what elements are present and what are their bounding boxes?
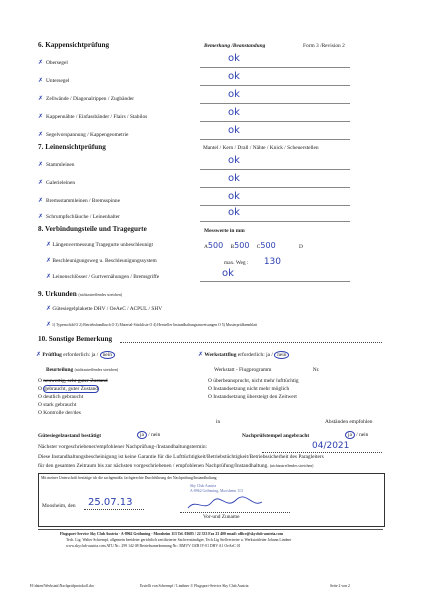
handwritten-ok: ok (228, 71, 240, 82)
signature-place: Moosheim, den (42, 503, 76, 509)
handwritten-ok: ok (228, 155, 240, 166)
riser-c-value: 500 (260, 241, 276, 250)
workshop-program-nr: Nr. (312, 367, 320, 373)
radio-circle-icon: O (38, 410, 44, 416)
seal-confirmed-label: Gütesiegelzustand bestätigt (38, 433, 102, 439)
check-item-label: Stammleinen (46, 162, 75, 168)
riser-d-label: D (299, 244, 303, 250)
condition-option-label: Instandsetzung nicht mehr möglich (213, 386, 290, 392)
form-ref: Form 3 /Revision 2 (303, 43, 345, 49)
date-line (84, 509, 144, 510)
check-mark-icon: ✗ (38, 77, 44, 84)
assessment-option (38, 378, 108, 384)
check-mark-icon: ✗ (38, 197, 44, 204)
handwritten-ok: ok (228, 125, 240, 136)
stamp-ja-circled: ja (345, 431, 355, 439)
company-stamp (190, 484, 243, 494)
check-mark-icon: ✗ (38, 59, 44, 66)
disclaimer-line1: Diese Instandhaltungsbescheinigung ist keine Garantie für die Lufttüchtigkeit/Betriebstüchtigkeit/Betriebssicherheit des Paragleiters (38, 454, 324, 460)
check-mark-icon: ✗ (46, 305, 52, 312)
seal-label: Gütesiegelplakette DHV / OeAeC / ACPUL / SHV (52, 306, 163, 312)
radio-circle-icon: O (38, 394, 44, 400)
check-row (38, 131, 128, 138)
disclaimer-note: (nichtzutreffendes streichen) (269, 464, 314, 468)
handwritten-ok: ok (228, 107, 240, 118)
interval-recommended: Abständen empfohlen (325, 419, 373, 425)
remark-line (120, 342, 382, 343)
check-mark-icon: ✗ (38, 213, 44, 220)
sec9-title: 9. Urkunden (38, 290, 77, 298)
workshopflight-required: erforderlich: ja / (237, 352, 273, 358)
check-row (38, 213, 120, 220)
answer-line (200, 205, 350, 206)
riser-b-label: B (230, 244, 235, 250)
next-date-label: Nächster vorgeschriebener/empfohlener Nachprüfung-/Instandhaltungstermin: (38, 444, 208, 450)
check-item-label: Schrumpfschläuche / Leinenhalter (46, 214, 120, 220)
check-mark-icon: ✗ (38, 95, 44, 102)
inspection-stamp-label: Nachprüfstempel angebracht (242, 433, 310, 439)
check-item-label: Segelvorspannung / Kappengeometrie (46, 132, 129, 138)
assessment-option (38, 402, 76, 408)
next-date-line (262, 452, 382, 453)
sec6-title: 6. Kappensichtprüfung (38, 41, 110, 49)
radio-circle-icon: O (208, 386, 214, 392)
radio-circle-icon: O (208, 378, 214, 384)
seal-ja-circled: ja (137, 431, 147, 439)
max-travel-label: max. Weg : (224, 260, 249, 266)
assessment-option (38, 386, 99, 392)
check-row (38, 77, 69, 84)
sec7-title: 7. Leinensichtprüfung (38, 143, 106, 151)
check-mark-icon: ✗ (38, 179, 44, 186)
condition-option (208, 394, 297, 400)
signature-scribble (186, 494, 264, 514)
radio-circle-icon: O (38, 386, 44, 392)
radio-circle-icon: O (208, 394, 214, 400)
sec9-note: (nichtzutreffendes streichen) (78, 293, 123, 297)
footer-line3: www.skyclub-austria.com ATU Nr.: 299 142 08 Betriebsanerkennung Nr.: BMVV OZB IV-01 DHV A1 OeAeC 01 (66, 544, 241, 548)
check-mark-icon: ✗ (46, 257, 52, 264)
answer-line (200, 187, 350, 188)
answer-line (200, 121, 350, 122)
condition-option-label: Instandsetzung übersteigt den Zeitwert (213, 394, 297, 400)
signature-intro: Mit meiner Unterschrift bestätige ich die sachgemäße, fachgerechte Durchführung der Nachprüfung/Instandhaltung (41, 476, 217, 480)
check-mark-icon: ✗ (38, 131, 44, 138)
signature-line (180, 512, 290, 513)
workshopflight-label: Werkstattflug (204, 352, 237, 358)
signature-date: 25.07.13 (88, 497, 133, 508)
assessment-option (38, 394, 83, 400)
sec8-item-label: Längenvermessung Tragegurte unbeschleunigt (52, 242, 153, 248)
sec8-item-label: Leinenschlösser / Gurtvernähungen / Bremsgriffe (52, 274, 160, 280)
assessment-option-label: gebraucht, guter Zustand (44, 386, 98, 392)
check-mark-icon: ✗ (198, 351, 204, 358)
check-item-label: Untersegel (46, 78, 70, 84)
handwritten-ok: ok (228, 89, 240, 100)
assessment-option-label: deutlich gebraucht (43, 394, 84, 400)
check-item-label: Galerieleinen (46, 180, 76, 186)
check-mark-icon: ✗ (36, 351, 42, 358)
page-number: Seite 2 von 2 (330, 584, 350, 588)
check-mark-icon: ✗ (38, 113, 44, 120)
check-row (38, 59, 68, 66)
name-label: Vor-und Zuname (203, 514, 240, 520)
author-line: Erstellt von Schrempf / Lindtner © Flugsport-Service Sky Club Austria (140, 584, 249, 588)
sec8-title: 8. Verbindungsteile und Tragegurte (38, 225, 147, 233)
sec8-item-label: Beschleunigungsweg u. Beschleunigungssystem (52, 258, 157, 264)
condition-option (208, 378, 299, 384)
check-mark-icon: ✗ (38, 161, 44, 168)
check-row (38, 113, 147, 120)
check-row (38, 197, 120, 204)
handwritten-ok: ok (228, 173, 240, 184)
answer-line (200, 103, 350, 104)
answer-line (200, 281, 350, 282)
testflight-required: erforderlich: ja / (63, 352, 99, 358)
riser-lengths (204, 241, 303, 250)
check-mark-icon: ✗ (46, 321, 52, 328)
testflight-label: Prüfflug (42, 352, 62, 358)
max-travel-value: 130 (263, 257, 282, 267)
answer-line (200, 221, 350, 222)
radio-circle-icon: O (38, 402, 44, 408)
check-item-label: Obersegel (46, 60, 68, 66)
workshop-program-label: Werkstatt - Flugprogramm (214, 367, 272, 373)
check-row (38, 95, 134, 102)
riser-a-value: 500 (207, 241, 224, 250)
stamp-line: Sky Club Austria (190, 484, 217, 488)
interval-in: in (216, 419, 221, 425)
footer-divider (38, 529, 383, 530)
check-mark-icon: ✗ (46, 241, 52, 248)
stamp-line: A-8962 Gröbming, Moosheim 113 (190, 489, 243, 493)
riser-a-label: A (204, 244, 208, 250)
assessment-option (38, 410, 81, 416)
answer-line (200, 67, 350, 68)
check-mark-icon: ✗ (46, 273, 52, 280)
sec10-title: 10. Sonstige Bemerkung (38, 335, 113, 343)
testflight-nein-circled: nein (100, 351, 115, 359)
check-row (38, 179, 75, 186)
disclaimer-line2: für den gesamten Zeitraum bis zur nächsten vorgeschriebenen / empfohlenen Nachprüfung/Instandhaltung. (38, 463, 269, 469)
footer-line2: Tech. Lig. Walter Schrempf, allgemein beeideter gerichtlich zertifizierter Sachverständiger, Tech.Lig Stellvertreter u. Werkstattleiter Johann Lindner (66, 538, 292, 542)
check-item-label: Kappennähte / Einfassbänder / Flairs / Stabilos (46, 114, 148, 120)
condition-option (208, 386, 289, 392)
answer-line (200, 139, 350, 140)
handwritten-ok: ok (228, 207, 240, 218)
assessment-label: Beurteilung (46, 367, 74, 373)
seal-nein: / nein (148, 432, 161, 438)
assessment-option-label: stark gebraucht (43, 402, 77, 408)
answer-line (200, 169, 350, 170)
check-row (38, 161, 74, 168)
sec8-ok: ok (222, 268, 234, 279)
handwritten-ok: ok (228, 53, 240, 64)
stamp-nein: / nein (356, 432, 369, 438)
radio-circle-icon: O (38, 378, 44, 384)
riser-c-label: C (256, 244, 261, 250)
workshopflight-nein-circled: nein (274, 351, 289, 359)
condition-option-label: überbeansprucht, nicht mehr lufttüchtig (213, 378, 299, 384)
remark-column-header: Bemerkung /Beanstandung (204, 43, 266, 49)
next-date-value: 04/2021 (312, 441, 350, 451)
sec7-columns: Mantel / Kern / Drall / Nähte / Knick / Scheuerstellen (203, 145, 319, 151)
assessment-option-label: neuwertig, sehr guter Zustand (43, 378, 108, 384)
answer-line (200, 85, 350, 86)
assessment-note: (nichtzutreffendes streichen) (74, 368, 119, 372)
documents-list: 1) Typenschild O 2) Betriebshandbuch O 3) Material-Stückliste O 4) Hersteller Instandhaltungsanweisungen O 5) Musterprüfkennblatt (51, 323, 258, 327)
footer-line1: Flugsport-Service Sky Club Austria - A-8962 Gröbming - Moosheim 113 Tel. 03685 / 22 333 Fax 23 400 email: office@skyclub-austria.com (60, 532, 284, 536)
riser-b-value: 500 (234, 241, 250, 250)
check-item-label: Zellwände / Diagonalrippen / Zugbänder (46, 96, 135, 102)
measure-label: Messwerte in mm (204, 228, 245, 234)
file-path: H:\daten\Werkstatt\Nachprüfprotokoll.doc (30, 584, 95, 588)
handwritten-ok: ok (228, 191, 240, 202)
check-item-label: Bremsstammleinen / Bremsspinne (46, 198, 120, 204)
assessment-option-label: Kontrolle der/des (43, 410, 81, 416)
